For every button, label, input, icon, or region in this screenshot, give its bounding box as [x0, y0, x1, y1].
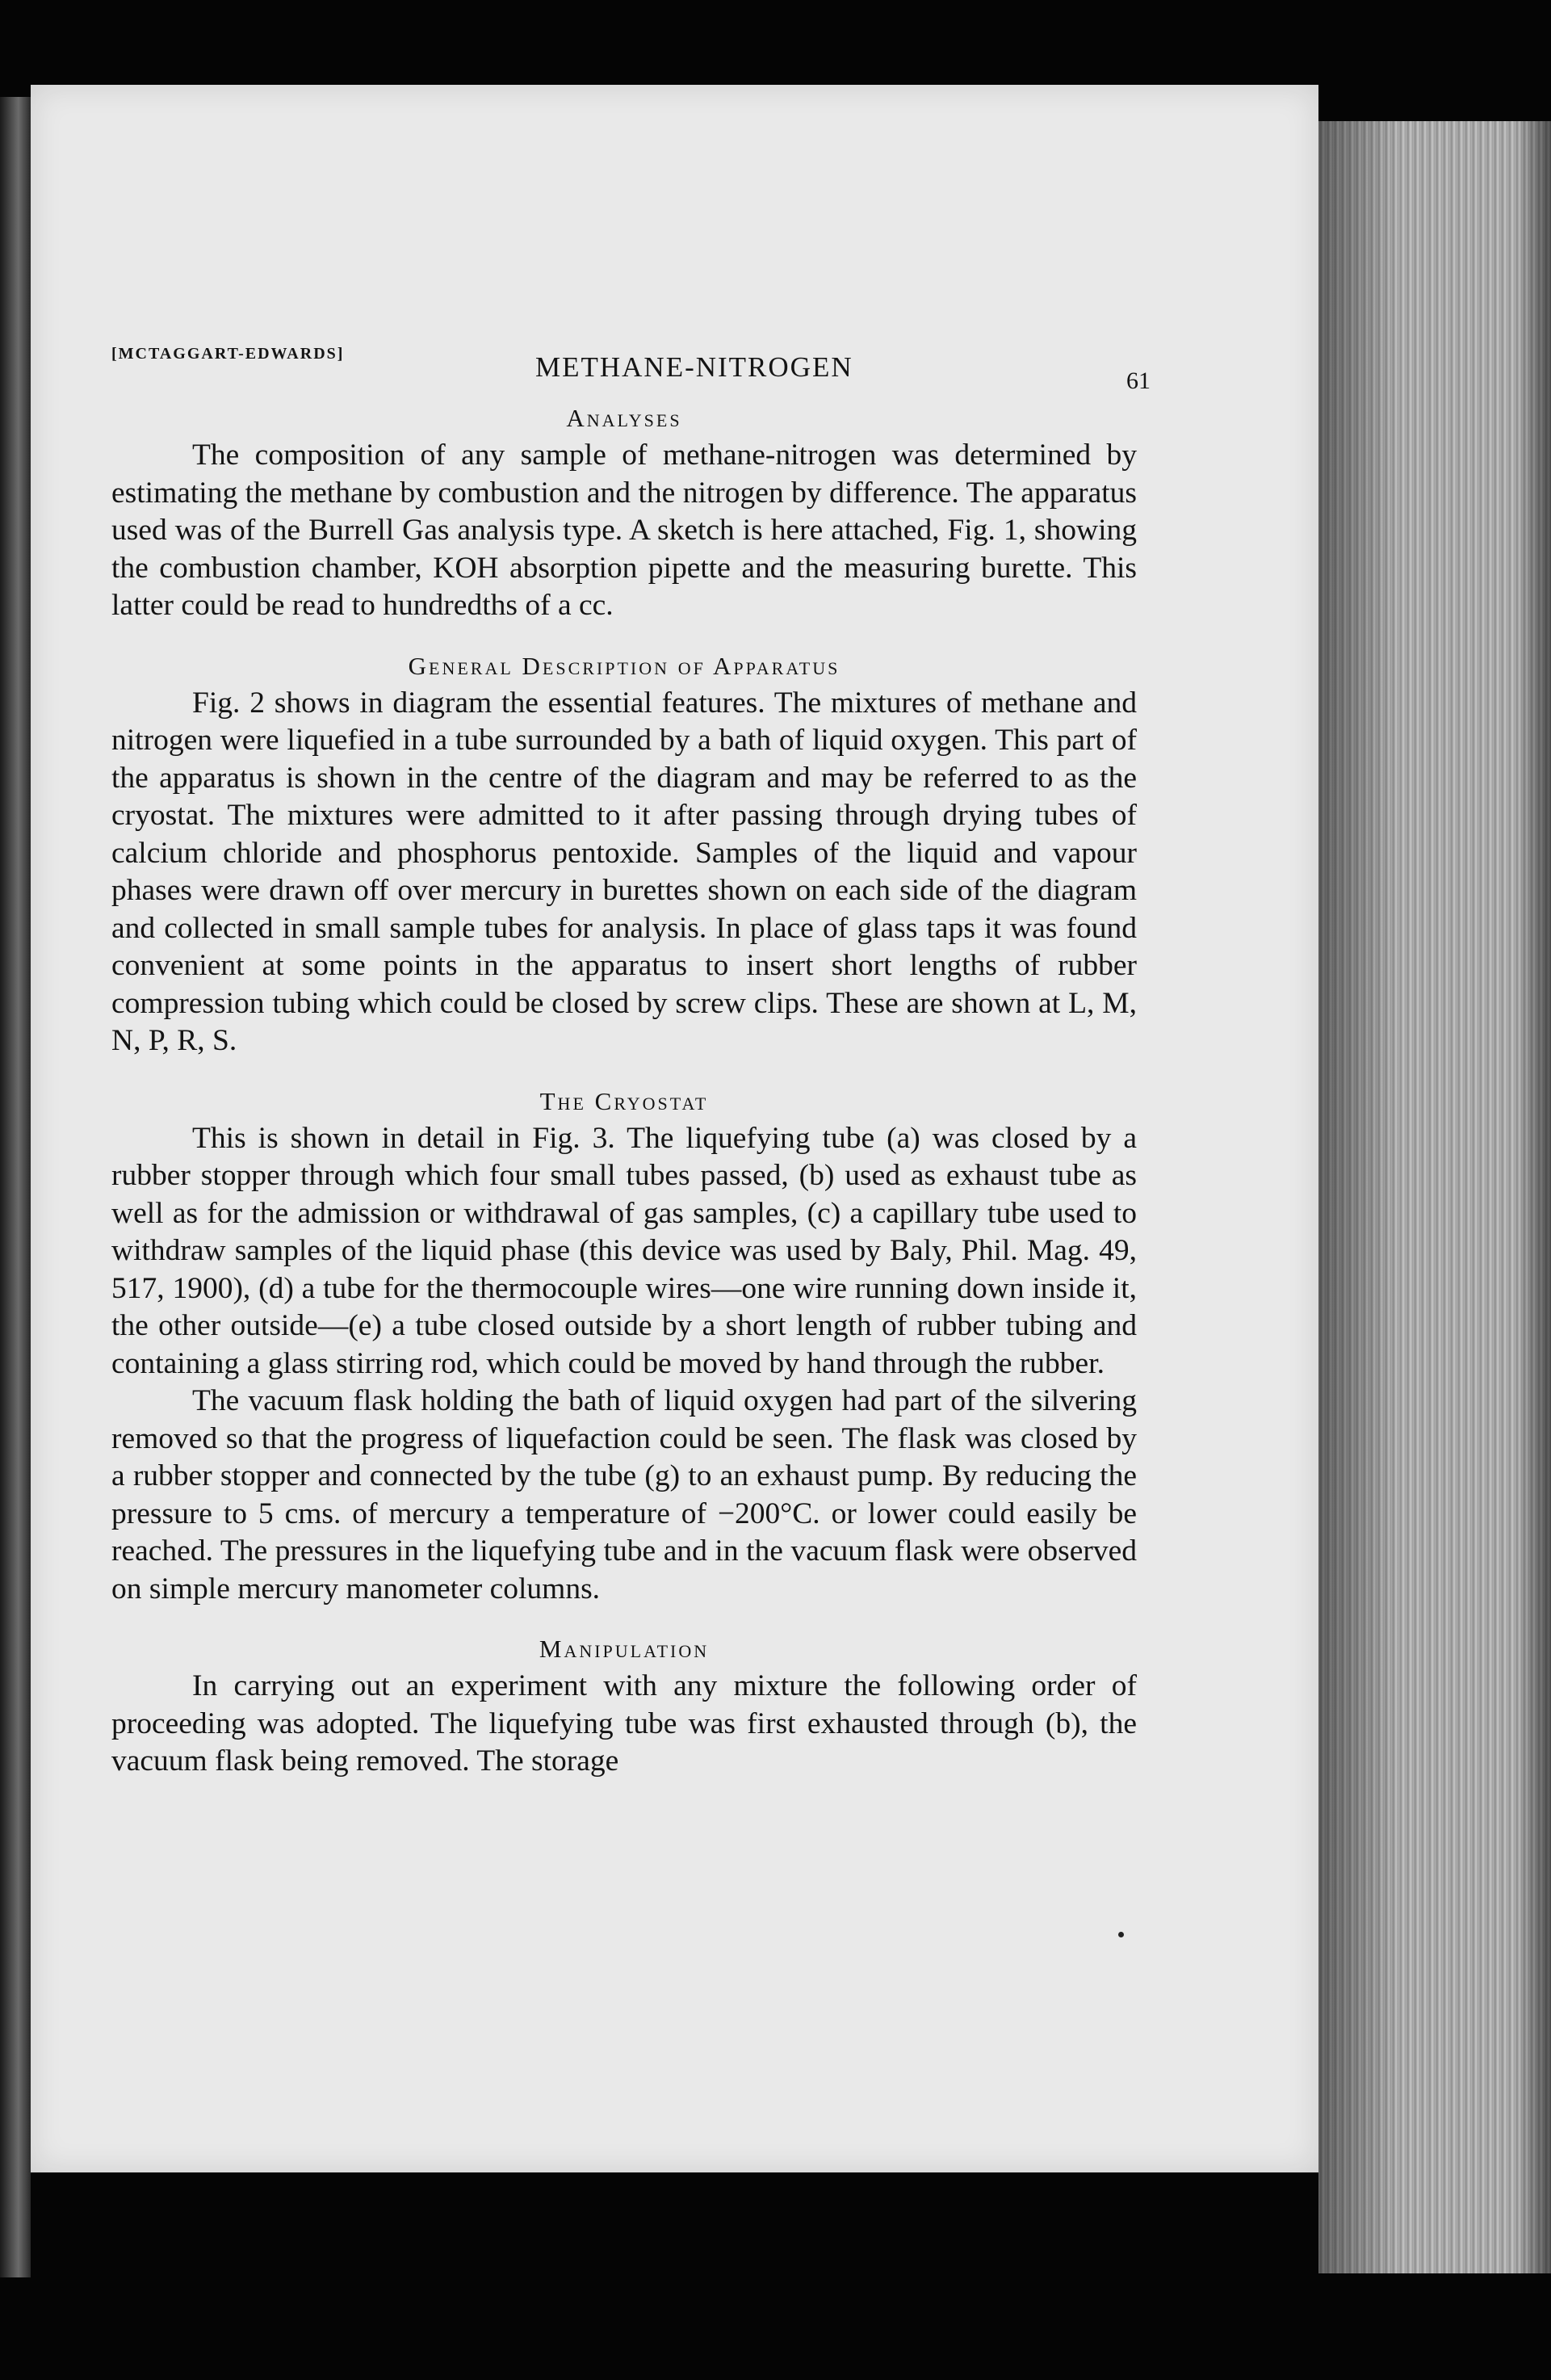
running-head-title: METHANE-NITROGEN — [535, 351, 853, 383]
section-heading-cryostat: The Cryostat — [539, 1086, 709, 1115]
page-number: 61 — [1126, 367, 1151, 394]
section-heading-apparatus: General Description of Apparatus — [408, 651, 840, 680]
paragraph-cryostat-1: This is shown in detail in Fig. 3. The liquefying tube (a) was closed by a rubber stopper through which four small tubes passed, (b) used as exhaust tube as well as for the admission or withdrawal of gas samples, (c) a capillary tube used to withdraw samples of the liquid phase (this device was used by Baly, Phil. Mag. 49, 517, 1900), (d) a tube for the thermocouple wires—one wire running down inside it, the other outside—(e) a tube closed outside by a short length of rubber tubing and containing a glass stirring rod, which could be moved by hand through the rubber. — [111, 1121, 1137, 1380]
page-text-block — [111, 271, 1151, 1778]
paragraph-apparatus: Fig. 2 shows in diagram the essential features. The mixtures of methane and nitrogen were liquefied in a tube surrounded by a bath of liquid oxygen. This part of the apparatus is shown in the centre of the diagram and may be referred to as the cryostat. The mixtures were admitted to it after passing through drying tubes of calcium chloride and phosphorus pentoxide. Samples of the liquid and vapour phases were drawn off over mercury in burettes shown on each side of the diagram and collected in small sample tubes for analysis. In place of glass taps it was found convenient at some points in the apparatus to insert short lengths of rubber compression tubing which could be closed by screw clips. These are shown at L, M, N, P, R, S. — [111, 686, 1137, 1057]
running-head — [111, 271, 1151, 394]
body-text — [111, 400, 1137, 1781]
paragraph-manipulation: In carrying out an experiment with any mixture the following order of proceeding was adopted. The liquefying tube was first exhausted through (b), the vacuum flask being removed. The storage — [111, 1669, 1137, 1778]
paragraph-cryostat-2: The vacuum flask holding the bath of liquid oxygen had part of the silvering removed so that the progress of liquefaction could be seen. The flask was closed by a rubber stopper and connected by the tube (g) to an exhaust pump. By reducing the pressure to 5 cms. of mercury a temperature of −200°C. or lower could easily be reached. The pressures in the liquefying tube and in the vacuum flask were observed on simple mercury manometer columns. — [111, 1384, 1137, 1606]
paragraph-analyses: The composition of any sample of methane-nitrogen was determined by estimating the methane by combustion and the nitrogen by difference. The apparatus used was of the Burrell Gas analysis type. A sketch is here attached, Fig. 1, showing the combustion chamber, KOH absorption pipette and the measuring burette. This latter could be read to hundredths of a cc. — [111, 439, 1137, 622]
section-heading-manipulation: Manipulation — [539, 1635, 710, 1663]
book-edge-shadow — [1318, 121, 1551, 2273]
section-heading-analyses: Analyses — [566, 404, 682, 432]
running-head-author: [MCTAGGART-EDWARDS] — [111, 345, 345, 363]
dust-speck — [1118, 1932, 1124, 1937]
book-page — [31, 85, 1318, 2172]
left-page-edge — [0, 97, 31, 2277]
